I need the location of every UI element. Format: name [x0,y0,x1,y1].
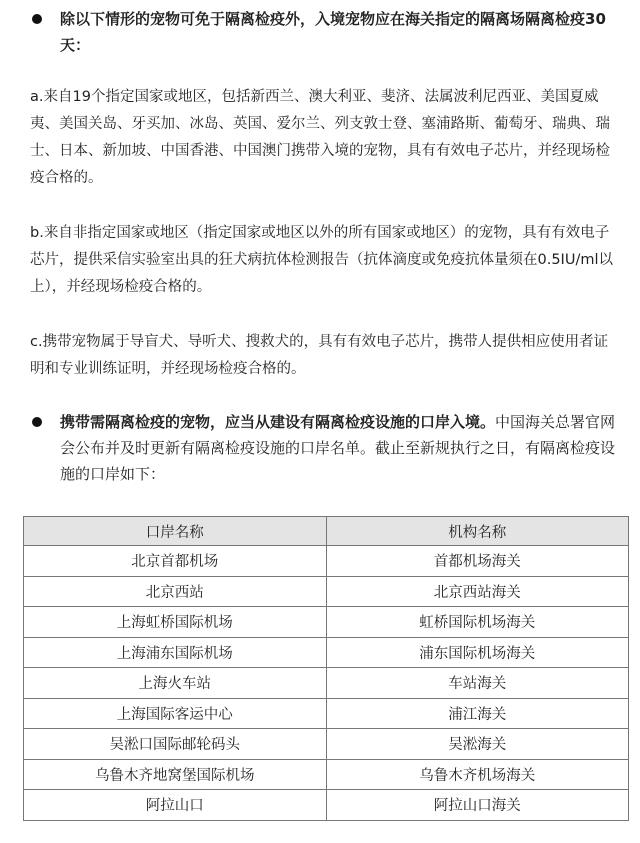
agency-name-cell: 车站海关 [326,668,629,699]
agency-name-cell: 虹桥国际机场海关 [326,607,629,638]
table-header-row [24,517,629,546]
agency-name-cell: 北京西站海关 [326,576,629,607]
agency-name-cell: 浦东国际机场海关 [326,637,629,668]
port-name-cell: 北京西站 [24,576,327,607]
bullet-dot-icon [32,14,42,24]
agency-name-cell: 吴淞海关 [326,729,629,760]
paragraph-b: b.来自非指定国家或地区（指定国家或地区以外的所有国家或地区）的宠物，具有有效电子芯片，提供采信实验室出具的狂犬病抗体检测报告（抗体滴度或免疫抗体量须在0.5IU/ml以上），并经现场检疫合格的。 [30,225,613,295]
bullet-text-strong: 携带需隔离检疫的宠物，应当从建设有隔离检疫设施的口岸入境。 [60,413,496,431]
agency-name-cell: 浦江海关 [326,698,629,729]
port-name-cell: 吴淞口国际邮轮码头 [24,729,327,760]
agency-name-cell: 首都机场海关 [326,546,629,577]
port-name-cell: 北京首都机场 [24,546,327,577]
bullet-item-entry-ports [30,409,616,487]
paragraph-c: c.携带宠物属于导盲犬、导听犬、搜救犬的，具有有效电子芯片，携带人提供相应使用者证明和专业训练证明，并经现场检疫合格的。 [30,334,609,377]
table-row [24,668,629,699]
table-row [24,759,629,790]
bullet-text: 除以下情形的宠物可免于隔离检疫外，入境宠物应在海关指定的隔离场隔离检疫30天： [60,10,606,54]
port-name-cell: 上海浦东国际机场 [24,637,327,668]
port-name-cell: 阿拉山口 [24,790,327,821]
port-name-cell: 上海虹桥国际机场 [24,607,327,638]
port-name-cell: 上海国际客运中心 [24,698,327,729]
table-row [24,607,629,638]
table-row [24,790,629,821]
table-row [24,729,629,760]
port-name-cell: 乌鲁木齐地窝堡国际机场 [24,759,327,790]
table-row [24,576,629,607]
agency-name-cell: 乌鲁木齐机场海关 [326,759,629,790]
table-row [24,698,629,729]
column-header-agency-name: 机构名称 [326,517,629,546]
bullet-dot-icon [32,417,42,427]
table-row [24,546,629,577]
agency-name-cell: 阿拉山口海关 [326,790,629,821]
table-row [24,637,629,668]
ports-table [23,516,629,821]
column-header-port-name: 口岸名称 [24,517,327,546]
paragraph-a: a.来自19个指定国家或地区，包括新西兰、澳大利亚、斐济、法属波利尼西亚、美国夏威夷、美国关岛、牙买加、冰岛、英国、爱尔兰、列支敦士登、塞浦路斯、葡萄牙、瑞典、瑞士、日本、新加坡、中国香港、中国澳门携带入境的宠物，具有有效电子芯片，并经现场检疫合格的。 [30,89,610,186]
port-name-cell: 上海火车站 [24,668,327,699]
bullet-text-normal: 中国海关总署官网会公布并及时更新有隔离检疫设施的口岸名单。截止至新规执行之日，有隔离检疫设施的口岸如下： [60,413,616,483]
bullet-item-quarantine-rule [30,6,616,58]
